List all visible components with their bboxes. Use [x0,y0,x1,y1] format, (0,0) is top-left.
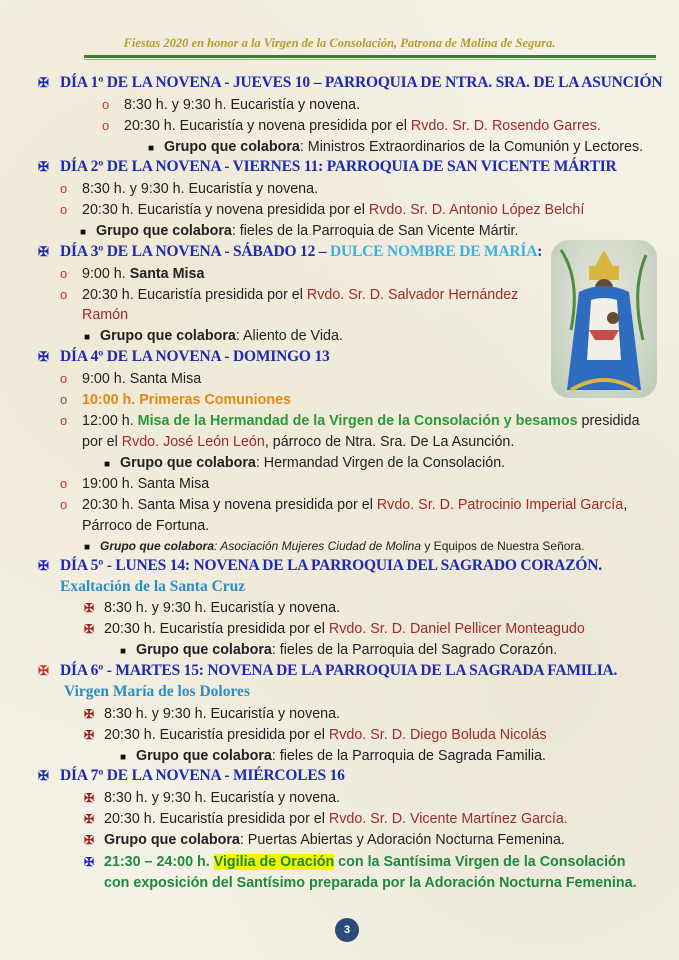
cross-bullet-icon: ✠ [84,707,95,721]
circle-bullet-icon: o [60,476,68,491]
cross-icon: ✠ [38,349,49,364]
list-item: o 12:00 h. Misa de la Hermandad de la Virgen de la Consolación y besamos presidida [60,413,640,429]
list-item: ✠ 20:30 h. Eucaristía presidida por el Rvdo. Sr. D. Vicente Martínez García. [84,811,568,827]
group-line: ■ Grupo que colabora: Ministros Extraordinarios de la Comunión y Lectores. [148,137,643,159]
circle-bullet-icon: o [60,181,68,196]
page-header: Fiestas 2020 en honor a la Virgen de la Consolación, Patrona de Molina de Segura. [123,36,556,50]
circle-bullet-icon: o [60,266,68,281]
list-item-continuation: Párroco de Fortuna. [82,518,210,534]
list-item: ✠ 8:30 h. y 9:30 h. Eucaristía y novena. [84,706,341,722]
square-bullet-icon: ■ [104,459,111,470]
square-bullet-icon: ■ [84,542,91,553]
circle-bullet-icon: o [102,97,110,112]
list-item: o 20:30 h. Eucaristía y novena presidida por el Rvdo. Sr. D. Rosendo Garres. [102,118,601,134]
day3-title: ✠ DÍA 3º DE LA NOVENA - SÁBADO 12 – DULCE NOMBRE DE MARÍA: [38,243,543,260]
list-item: ✠ 20:30 h. Eucaristía presidida por el Rvdo. Sr. D. Daniel Pellicer Monteagudo [84,621,585,637]
list-item: ✠ 8:30 h. y 9:30 h. Eucaristía y novena. [84,600,341,616]
group-line: ✠ Grupo que colabora: Puertas Abiertas y Adoración Nocturna Femenina. [84,832,565,848]
cross-icon: ✠ [38,244,49,259]
cross-icon: ✠ [38,768,49,783]
circle-bullet-icon: o [60,202,68,217]
square-bullet-icon: ■ [148,143,155,154]
list-item: o 20:30 h. Eucaristía presidida por el Rvdo. Sr. D. Salvador Hernández [60,287,519,303]
circle-bullet-icon: o [60,392,68,407]
day7-title: ✠ DÍA 7º DE LA NOVENA - MIÉRCOLES 16 [38,767,345,784]
group-line: ■ Grupo que colabora: Aliento de Vida. [84,326,343,348]
cross-bullet-icon: ✠ [84,791,95,805]
header-rule [84,55,656,58]
cross-icon: ✠ [38,75,49,90]
cross-bullet-icon: ✠ [84,728,95,742]
day6-subtitle: Virgen María de los Dolores [64,683,250,700]
day1-title: ✠ DÍA 1º DE LA NOVENA - JUEVES 10 – PARROQUIA DE NTRA. SRA. DE LA ASUNCIÓN [38,74,663,91]
square-bullet-icon: ■ [84,332,91,343]
list-item: ✠ 21:30 – 24:00 h. Vigilia de Oración con la Santísima Virgen de la Consolación [84,854,626,870]
list-item-continuation: con exposición del Santísimo preparada por la Adoración Nocturna Femenina. [104,875,637,891]
group-line: ■ Grupo que colabora: fieles de la Parroquia de San Vicente Mártir. [80,221,518,243]
list-item-continuation: por el Rvdo. José León León, párroco de Ntra. Sra. De La Asunción. [82,434,515,450]
list-item: ✠ 20:30 h. Eucaristía presidida por el Rvdo. Sr. D. Diego Boluda Nicolás [84,727,547,743]
square-bullet-icon: ■ [120,752,127,763]
page-number: 3 [335,918,359,942]
square-bullet-icon: ■ [120,646,127,657]
group-line: ■ Grupo que colabora: fieles de la Parroquia del Sagrado Corazón. [120,640,557,662]
square-bullet-icon: ■ [80,227,87,238]
list-item: o 10:00 h. Primeras Comuniones [60,392,291,408]
virgin-image [551,240,657,398]
list-item: o 20:30 h. Santa Misa y novena presidida por el Rvdo. Sr. D. Patrocinio Imperial García, [60,497,628,513]
day5-subtitle: Exaltación de la Santa Cruz [60,578,246,595]
circle-bullet-icon: o [60,413,68,428]
list-item: o 20:30 h. Eucaristía y novena presidida por el Rvdo. Sr. D. Antonio López Belchí [60,202,585,218]
cross-icon: ✠ [38,159,49,174]
group-line: ■ Grupo que colabora: Hermandad Virgen de la Consolación. [104,453,505,475]
cross-bullet-icon: ✠ [84,855,95,869]
cross-bullet-icon: ✠ [84,622,95,636]
group-line: ■ Grupo que colabora: Asociación Mujeres Ciudad de Molina y Equipos de Nuestra Señora. [84,536,584,558]
list-item: ✠ 8:30 h. y 9:30 h. Eucaristía y novena. [84,790,341,806]
cross-icon: ✠ [38,558,49,573]
cross-bullet-icon: ✠ [84,601,95,615]
circle-bullet-icon: o [60,497,68,512]
group-line: ■ Grupo que colabora: fieles de la Parroquia de Sagrada Familia. [120,746,546,768]
list-item: o 19:00 h. Santa Misa [60,476,210,492]
day6-title: ✠ DÍA 6º - MARTES 15: NOVENA DE LA PARROQUIA DE LA SAGRADA FAMILIA. [38,662,618,679]
list-item: o 9:00 h. Santa Misa [60,266,205,282]
day5-title: ✠ DÍA 5º - LUNES 14: NOVENA DE LA PARROQUIA DEL SAGRADO CORAZÓN. [38,557,602,574]
day2-title: ✠ DÍA 2º DE LA NOVENA - VIERNES 11: PARROQUIA DE SAN VICENTE MÁRTIR [38,158,617,175]
list-item: o 8:30 h. y 9:30 h. Eucaristía y novena. [60,181,319,197]
cross-bullet-icon: ✠ [84,812,95,826]
cross-bullet-icon: ✠ [84,833,95,847]
circle-bullet-icon: o [60,371,68,386]
day4-title: ✠ DÍA 4º DE LA NOVENA - DOMINGO 13 [38,348,330,365]
cross-icon: ✠ [38,663,49,678]
list-item: o 9:00 h. Santa Misa [60,371,202,387]
list-item-continuation: Ramón [82,307,129,323]
circle-bullet-icon: o [102,118,110,133]
circle-bullet-icon: o [60,287,68,302]
header-rule-thin [84,59,656,60]
list-item: o 8:30 h. y 9:30 h. Eucaristía y novena. [102,97,361,113]
